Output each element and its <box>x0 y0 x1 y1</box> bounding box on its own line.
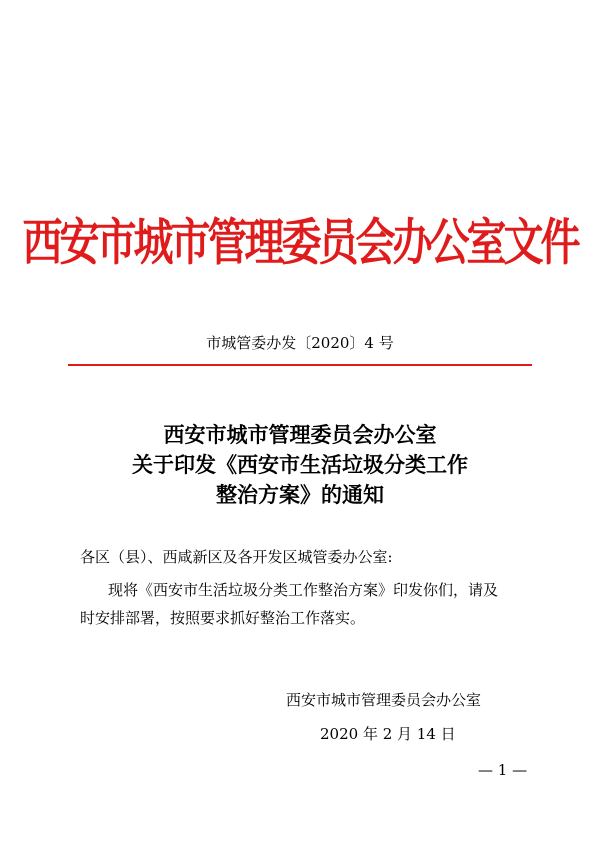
document-header-title: 西安市城市管理委员会办公室文件 <box>22 213 578 272</box>
body-paragraph-line-1: 现将《西安市生活垃圾分类工作整治方案》印发你们，请及 <box>108 581 499 599</box>
notice-title <box>0 420 600 510</box>
signature-organization: 西安市城市管理委员会办公室 <box>286 691 482 709</box>
body-paragraph-line-2: 时安排部署，按照要求抓好整治工作落实。 <box>80 609 366 627</box>
document-number: 市城管委办发〔2020〕4 号 <box>206 334 394 352</box>
page-number: — 1 — <box>478 761 528 779</box>
red-divider-line <box>68 364 532 366</box>
notice-title-line-2: 关于印发《西安市生活垃圾分类工作 <box>132 452 468 477</box>
body-paragraph <box>80 576 526 632</box>
notice-title-line-1: 西安市城市管理委员会办公室 <box>163 422 437 447</box>
notice-title-line-3: 整治方案》的通知 <box>216 482 384 507</box>
salutation: 各区（县）、西咸新区及各开发区城管委办公室: <box>80 548 393 566</box>
signature-date: 2020 年 2 月 14 日 <box>320 725 456 743</box>
